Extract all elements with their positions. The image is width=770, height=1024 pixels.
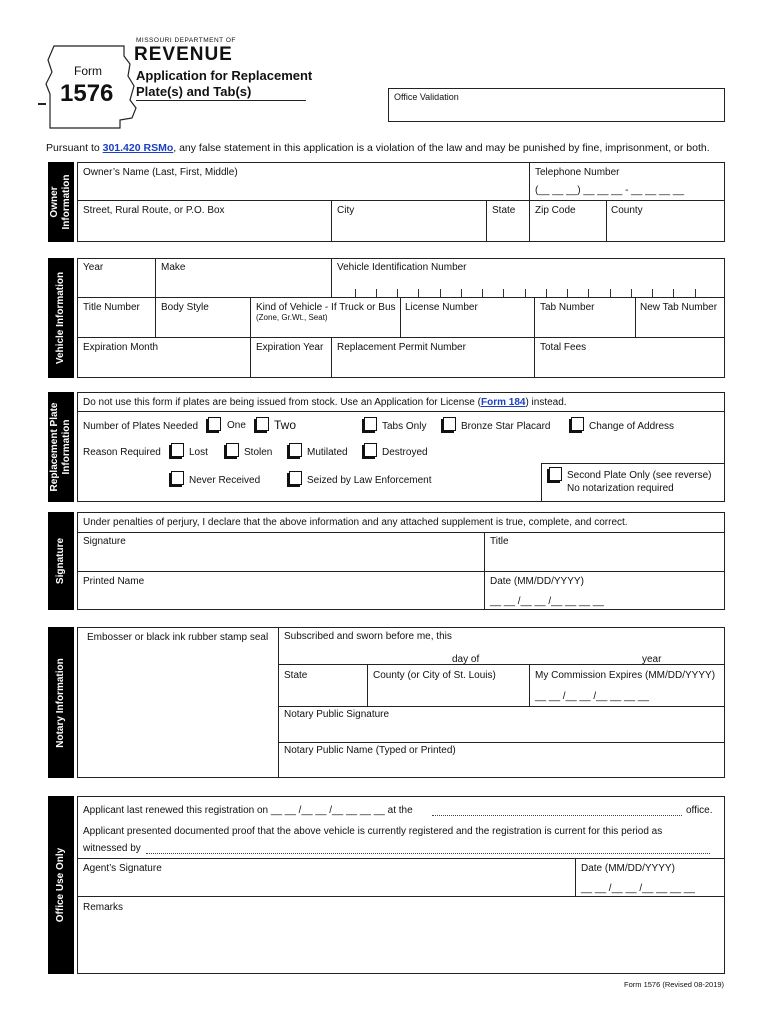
expiration-month-field[interactable]: Expiration Month (83, 342, 159, 353)
mutilated-label: Mutilated (307, 447, 348, 458)
sworn-label: Subscribed and sworn before me, this (284, 631, 452, 642)
telephone-field[interactable]: (__ __ __) __ __ __ - __ __ __ __ (535, 185, 685, 196)
notary-county-field[interactable]: County (or City of St. Louis) (373, 670, 496, 681)
plates-needed-label: Number of Plates Needed (83, 421, 199, 432)
tab-number-field[interactable]: Tab Number (540, 302, 595, 313)
lost-label: Lost (189, 447, 208, 458)
city-field[interactable]: City (337, 205, 355, 216)
one-checkbox[interactable] (208, 417, 221, 431)
form-184-link[interactable]: Form 184 (480, 397, 526, 408)
form-number: 1576 (60, 80, 114, 107)
date-label: Date (MM/DD/YYYY) (490, 576, 584, 587)
agency-top: MISSOURI DEPARTMENT OF (136, 37, 236, 44)
printed-name-field[interactable]: Printed Name (83, 576, 145, 587)
second-plate-checkbox[interactable] (549, 467, 562, 481)
seized-label: Seized by Law Enforcement (307, 475, 432, 486)
make-field[interactable]: Make (161, 262, 186, 273)
rsmo-link[interactable]: 301.420 RSMo (102, 142, 174, 154)
lost-checkbox[interactable] (171, 443, 184, 457)
county-field[interactable]: County (611, 205, 643, 216)
perjury-statement: Under penalties of perjury, I declare that the above information and any attached supplement is true, complete, and correct. (83, 517, 628, 528)
telephone-label: Telephone Number (535, 167, 620, 178)
title-number-field[interactable]: Title Number (83, 302, 140, 313)
zip-field[interactable]: Zip Code (535, 205, 576, 216)
office-date-field[interactable]: __ __ /__ __ /__ __ __ __ (581, 883, 695, 894)
form-footer: Form 1576 (Revised 08-2019) (624, 980, 725, 989)
office-date-label: Date (MM/DD/YYYY) (581, 863, 675, 874)
stock-note: Do not use this form if plates are being issued from stock. Use an Application for License (Form 184) instead. (83, 397, 567, 408)
owner-name-field[interactable]: Owner’s Name (Last, First, Middle) (83, 167, 238, 178)
destroyed-checkbox[interactable] (364, 443, 377, 457)
total-fees-field[interactable]: Total Fees (540, 342, 587, 353)
pursuant-statement: Pursuant to 301.420 RSMo, any false statement in this application is a violation of the law and may be punished by fine, imprisonment, or both. (46, 142, 710, 154)
remarks-field[interactable]: Remarks (83, 902, 124, 913)
one-label: One (227, 420, 246, 431)
license-number-field[interactable]: License Number (405, 302, 478, 313)
proof-statement: Applicant presented documented proof that the above vehicle is currently registered and the registration is current for this period as (83, 826, 663, 837)
kind-of-vehicle-field[interactable]: Kind of Vehicle - If Truck or Bus (256, 302, 396, 313)
vehicle-sidebar: Vehicle Information (48, 258, 74, 378)
body-style-field[interactable]: Body Style (161, 302, 209, 313)
title-field[interactable]: Title (490, 536, 509, 547)
never-received-label: Never Received (189, 475, 261, 486)
witnessed-label: witnessed by (83, 843, 141, 854)
office-sidebar: Office Use Only (48, 796, 74, 974)
agency-logo: REVENUE (134, 44, 233, 65)
street-field[interactable]: Street, Rural Route, or P.O. Box (83, 205, 225, 216)
two-label: Two (274, 418, 297, 432)
year-field[interactable]: Year (83, 262, 104, 273)
notary-signature-field[interactable]: Notary Public Signature (284, 709, 390, 720)
two-checkbox[interactable] (256, 417, 269, 431)
expiration-year-field[interactable]: Expiration Year (256, 342, 324, 353)
change-address-checkbox[interactable] (571, 417, 584, 431)
vin-field[interactable]: Vehicle Identification Number (337, 262, 467, 273)
plate-sidebar: Replacement Plate Information (48, 392, 74, 502)
day-of-label: day of (452, 654, 480, 665)
tabs-only-checkbox[interactable] (364, 417, 377, 431)
notary-sidebar: Notary Information (48, 627, 74, 778)
bronze-star-checkbox[interactable] (443, 417, 456, 431)
tabs-only-label: Tabs Only (382, 421, 427, 432)
mutilated-checkbox[interactable] (289, 443, 302, 457)
renewed-office: office. (686, 805, 713, 816)
replacement-permit-field[interactable]: Replacement Permit Number (337, 342, 466, 353)
seized-checkbox[interactable] (289, 471, 302, 485)
form-title-line1: Application for Replacement (136, 68, 313, 83)
notary-state-field[interactable]: State (284, 670, 308, 681)
office-validation-label: Office Validation (394, 92, 459, 102)
commission-date-field[interactable]: __ __ /__ __ /__ __ __ __ (535, 691, 649, 702)
year-label: year (642, 654, 662, 665)
new-tab-number-field[interactable]: New Tab Number (640, 302, 718, 313)
bronze-star-label: Bronze Star Placard (461, 421, 551, 432)
stolen-label: Stolen (244, 447, 273, 458)
signature-field[interactable]: Signature (83, 536, 126, 547)
form-word: Form (74, 64, 102, 78)
notary-name-field[interactable]: Notary Public Name (Typed or Printed) (284, 745, 456, 756)
signature-sidebar: Signature (48, 512, 74, 610)
destroyed-label: Destroyed (382, 447, 428, 458)
kind-of-vehicle-sub: (Zone, Gr.Wt., Seat) (256, 313, 328, 322)
no-notary-label: No notarization required (567, 483, 674, 494)
form-title-line2: Plate(s) and Tab(s) (136, 84, 252, 99)
commission-label: My Commission Expires (MM/DD/YYYY) (535, 670, 716, 681)
renewed-statement: Applicant last renewed this registration on __ __ /__ __ /__ __ __ __ at the (83, 805, 413, 816)
seal-label: Embosser or black ink rubber stamp seal (87, 632, 269, 643)
agent-signature-field[interactable]: Agent’s Signature (83, 863, 162, 874)
date-field[interactable]: __ __ /__ __ /__ __ __ __ (490, 596, 604, 607)
change-address-label: Change of Address (589, 421, 675, 432)
stolen-checkbox[interactable] (226, 443, 239, 457)
owner-sidebar: Owner Information (48, 162, 74, 242)
second-plate-label: Second Plate Only (see reverse) (567, 470, 712, 481)
reason-label: Reason Required (83, 447, 161, 458)
state-field[interactable]: State (492, 205, 516, 216)
never-received-checkbox[interactable] (171, 471, 184, 485)
